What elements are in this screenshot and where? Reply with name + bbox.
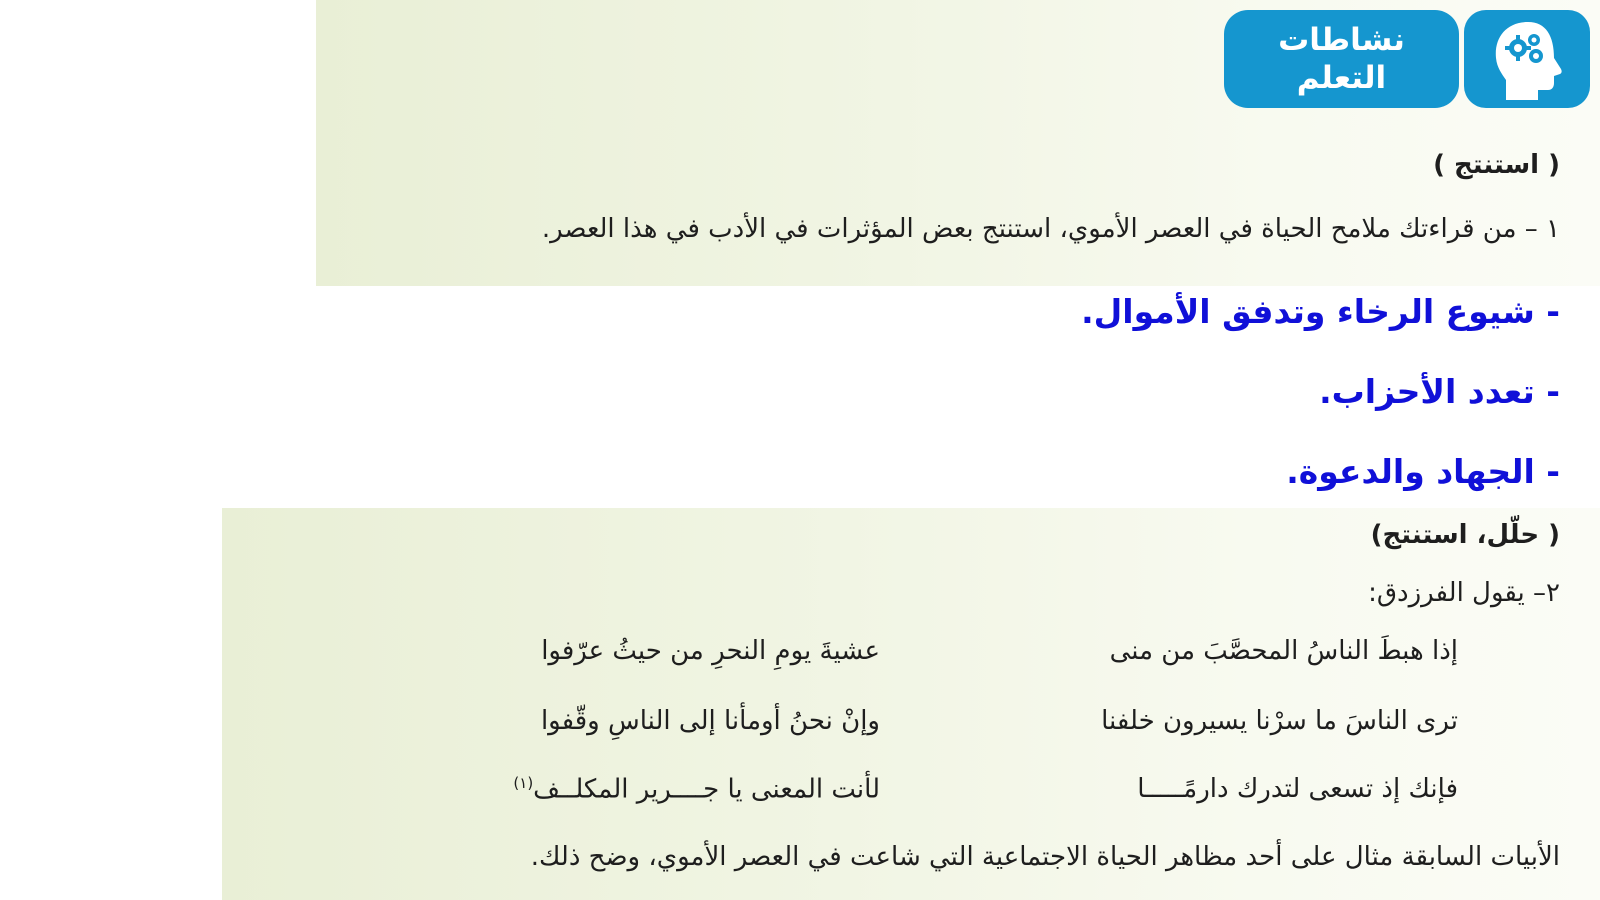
verse-2-first-hemistich: ترى الناسَ ما سرْنا يسيرون خلفنا: [1101, 706, 1458, 736]
section1-heading: ( استنتج ): [1433, 150, 1560, 180]
learning-activities-badge: [1224, 10, 1459, 108]
verse-1-first-hemistich: إذا هبطَ الناسُ المحصَّبَ من منى: [1109, 636, 1458, 666]
verse-3-second-text: لأنت المعنى يا جــــرير المكلــف: [533, 774, 880, 805]
badge-line-2: التعلم: [1296, 60, 1387, 96]
head-gears-icon: [1464, 10, 1590, 108]
verse-2-second-hemistich: وإنْ نحنُ أومأنا إلى الناسِ وقّفوا: [540, 706, 880, 736]
verse-3-second-hemistich: [513, 774, 880, 805]
verse-1-second-hemistich: عشيةَ يومِ النحرِ من حيثُ عرّفوا: [541, 636, 880, 666]
verse-3-first-hemistich: فإنك إذ تسعى لتدرك دارمًـــــا: [1137, 774, 1458, 804]
section2-heading: ( حلّل، استنتج): [1370, 520, 1560, 550]
section2-intro: ٢– يقول الفرزدق:: [1368, 578, 1560, 608]
answer-item-1: - شيوع الرخاء وتدفق الأموال.: [1081, 292, 1560, 331]
badge-line-1: نشاطات: [1278, 22, 1405, 58]
answer-item-3: - الجهاد والدعوة.: [1286, 452, 1560, 491]
footnote-marker: (١): [513, 774, 534, 792]
section2-question: الأبيات السابقة مثال على أحد مظاهر الحياة الاجتماعية التي شاعت في العصر الأموي، وضح ذلك.: [530, 842, 1560, 872]
answer-item-2: - تعدد الأحزاب.: [1319, 372, 1560, 411]
section1-question: ١ – من قراءتك ملامح الحياة في العصر الأموي، استنتج بعض المؤثرات في الأدب في هذا العصر.: [541, 214, 1560, 244]
